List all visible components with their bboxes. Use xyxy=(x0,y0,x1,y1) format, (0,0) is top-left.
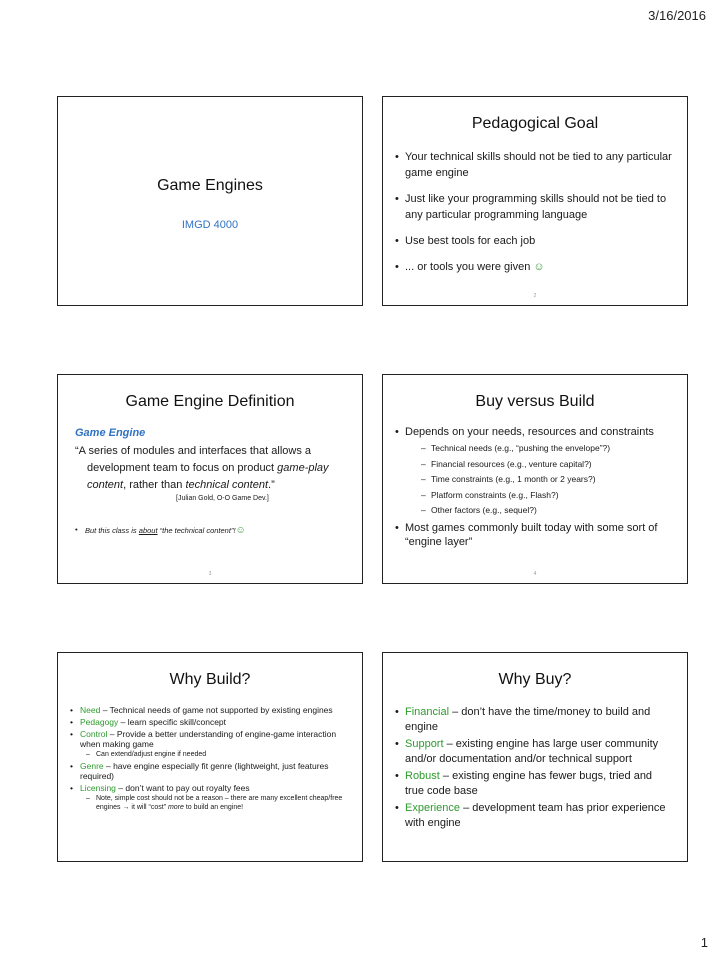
note-underline: about xyxy=(138,526,158,535)
slide1-title: Game Engines xyxy=(157,177,263,194)
slide4-bullets xyxy=(395,425,677,549)
slide5-text: – Provide a better understanding of engine-game interaction when making game xyxy=(80,729,337,749)
quote-text: , rather than xyxy=(123,479,186,491)
slide-buy-versus-build xyxy=(382,374,688,584)
slide6-bullet xyxy=(395,801,673,831)
slide4-subitem: – Technical needs (e.g., “pushing the envelope”?) xyxy=(421,441,677,457)
slide4-subitem: – Time constraints (e.g., 1 month or 2 years?) xyxy=(421,472,677,488)
sub-text: to build an engine! xyxy=(183,804,244,811)
slide5-text: – don’t want to pay out royalty fees xyxy=(115,783,250,793)
slide4-subitem: – Financial resources (e.g., venture capital?) xyxy=(421,457,677,473)
header-date: 3/16/2016 xyxy=(648,8,706,23)
arrow-right-icon: → xyxy=(122,804,130,811)
slide2-bullet: • Use best tools for each job xyxy=(395,233,677,249)
slide5-text: – Technical needs of game not supported by existing engines xyxy=(100,705,333,715)
slide5-term: Control xyxy=(80,729,108,739)
slide5-bullet xyxy=(70,783,350,812)
smiley-icon: ☺ xyxy=(235,525,246,536)
slide3-number: 3 xyxy=(208,571,212,577)
slide6-term: Support xyxy=(405,738,444,750)
slide6-bullet xyxy=(395,705,673,735)
slide-pedagogical-goal xyxy=(382,96,688,306)
slide5-bullet xyxy=(70,729,350,759)
slide4-bullet-text: Depends on your needs, resources and constraints xyxy=(405,426,654,438)
slide-game-engines xyxy=(57,96,363,306)
slide6-text: – existing engine has large user community and/or documentation and/or technical support xyxy=(405,738,659,765)
smiley-icon: ☺ xyxy=(533,261,545,273)
slide2-bullets xyxy=(395,149,677,275)
quote-emphasis: technical content xyxy=(185,479,269,491)
slide-game-engine-definition xyxy=(57,374,363,584)
slide2-bullet: • Your technical skills should not be tied to any particular game engine xyxy=(395,149,677,181)
slide6-bullet xyxy=(395,769,673,799)
slide3-quote xyxy=(75,443,350,494)
slide5-term: Pedagogy xyxy=(80,717,119,727)
slide5-subitem: – Can extend/adjust engine if needed xyxy=(86,750,350,759)
slide4-bullet: • Most games commonly built today with some sort of “engine layer” xyxy=(395,521,677,549)
slide4-subitem: – Other factors (e.g., sequel?) xyxy=(421,503,677,519)
slide5-title: Why Build? xyxy=(169,671,251,688)
slide2-bullet xyxy=(395,259,677,275)
slide5-text: – have engine especially fit genre (lightweight, just features required) xyxy=(80,761,329,781)
sub-emphasis: more xyxy=(167,804,184,811)
slide6-term: Robust xyxy=(405,770,440,782)
note-text: But this class is xyxy=(85,526,139,535)
slide5-bullet xyxy=(70,717,350,727)
sub-text: Note, simple cost should not be a reason – there are many excellent cheap/free engines xyxy=(96,795,343,811)
slide4-subitems xyxy=(421,441,677,519)
quote-text: .” xyxy=(268,479,275,491)
slide6-term: Financial xyxy=(405,706,450,718)
slide5-term: Need xyxy=(80,705,101,715)
slide3-note xyxy=(75,525,352,536)
slide5-term: Genre xyxy=(80,761,104,771)
sub-text: it will “cost” xyxy=(129,804,168,811)
slide5-text: – learn specific skill/concept xyxy=(118,717,227,727)
slide3-title: Game Engine Definition xyxy=(125,393,295,410)
quote-emphasis: game-play content xyxy=(87,462,329,491)
slide-why-buy xyxy=(382,652,688,862)
slide6-title: Why Buy? xyxy=(498,671,572,688)
note-text: “the technical content”! xyxy=(157,526,236,535)
slide5-licensing-sub xyxy=(86,794,350,812)
slide3-citation: [Julian Gold, O-O Game Dev.] xyxy=(176,495,269,502)
slide4-bullet xyxy=(395,425,677,519)
slide2-title: Pedagogical Goal xyxy=(471,115,599,132)
slide3-note-item xyxy=(75,525,352,536)
slide5-bullet xyxy=(70,761,350,781)
slide6-term: Experience xyxy=(405,802,461,814)
slide6-text: – existing engine has fewer bugs, tried and true code base xyxy=(405,770,653,797)
slide2-bullet-text: ... or tools you were given xyxy=(405,261,531,273)
slide4-number: 4 xyxy=(533,571,537,577)
slide5-subitem xyxy=(86,794,350,812)
slide3-term: Game Engine xyxy=(75,427,146,439)
slide6-bullets xyxy=(395,705,673,831)
slide5-control-sub xyxy=(86,750,350,759)
quote-text: “A series of modules and interfaces that allows a development team to focus on product xyxy=(75,445,312,474)
slide5-bullet xyxy=(70,705,350,715)
slide4-title: Buy versus Build xyxy=(475,393,595,410)
slide6-text: – don’t have the time/money to build and engine xyxy=(405,706,651,733)
slide2-bullet: • Just like your programming skills should not be tied to any particular programming language xyxy=(395,191,677,223)
slide6-text: – development team has prior experience with engine xyxy=(405,802,666,829)
slide2-number: 2 xyxy=(533,293,537,299)
slide5-bullets xyxy=(70,705,350,812)
slide-why-build xyxy=(57,652,363,862)
slide4-subitem: – Platform constraints (e.g., Flash?) xyxy=(421,488,677,504)
page-number: 1 xyxy=(700,935,708,950)
slide6-bullet xyxy=(395,737,673,767)
slide1-subtitle: IMGD 4000 xyxy=(181,219,239,231)
slide5-term: Licensing xyxy=(80,783,116,793)
